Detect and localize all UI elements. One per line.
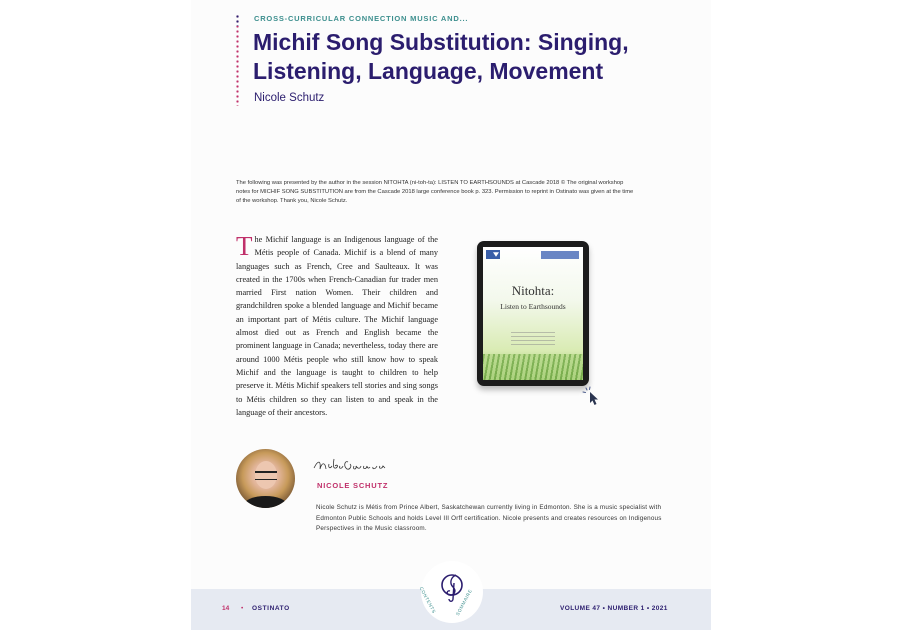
book-cover [483, 247, 583, 380]
cover-small-text [511, 332, 555, 346]
photo-shirt [244, 496, 287, 508]
article-body [236, 233, 438, 419]
article-body-text: he Michif language is an Indigenous language of the Métis people of Canada. Michif is a blend of many languages such as French, Cree and Saulteaux. It was created in the 1700s when French-Canadian fur trader men married First nation Women. Their children and grandchildren spoke a blended language and Michif became an important part of Métis culture. The Michif language almost died out as French and English became the prominent language in Canada; nevertheless, today there are around 1000 Métis people who still know how to speak Michif and the language is taught to children to help preserve it. Métis Michif speakers tell stories and sing songs to Métis children so they can listen to and speak in the language of their ancestors. [236, 235, 438, 417]
cover-banner [541, 251, 579, 259]
article-author: Nicole Schutz [254, 92, 325, 104]
accent-dotted-line-top [236, 14, 239, 26]
logo-flag [486, 250, 500, 259]
badge-label-contents: CONTENTS [418, 586, 437, 615]
photo-glasses [255, 471, 277, 480]
book-title: Nitohta: [511, 283, 555, 298]
book-tablet-image[interactable] [477, 241, 589, 386]
issue-info: VOLUME 47 • NUMBER 1 • 2021 [560, 605, 668, 612]
bio-name: NICOLE SCHUTZ [317, 481, 389, 490]
book-subtitle: Listen to Earthsounds [500, 302, 566, 311]
contents-badge[interactable] [418, 561, 483, 623]
cover-grass [483, 354, 583, 380]
article-title: Michif Song Substitution: Singing, Listening, Language, Movement [253, 29, 629, 84]
footer-separator: • [241, 605, 244, 612]
accent-dotted-line [236, 14, 239, 106]
drop-cap: T [236, 231, 253, 261]
pointer-cursor-icon [582, 386, 602, 406]
section-kicker: CROSS-CURRICULAR CONNECTION MUSIC AND... [254, 14, 469, 23]
page-number: 14 [222, 605, 230, 612]
treble-clef-icon [418, 561, 483, 623]
magazine-name: OSTINATO [252, 605, 290, 612]
signature [312, 456, 402, 474]
badge-label-sommaire: SOMMAIRE [455, 588, 474, 617]
bio-text: Nicole Schutz is Métis from Prince Albert, Saskatchewan currently living in Edmonton. She is a music specialist with Edmonton Public Schools and holds Level III Orff certification. Nicole presents and creates resources on Indigenous Perspectives in the Music classroom. [316, 504, 662, 532]
presentation-note: The following was presented by the author in the session NITOHTA (ni-toh-ta): LISTEN TO EARTHSOUNDS at Cascade 2018 © The original workshop notes for MICHIF SONG SUBSTITUTION are from the Cascade 2018 large conference book p. 323. Permission to reprint in Ostinato was given at the time of the workshop. Thank you, Nicole Schutz. [236, 180, 634, 204]
author-photo [236, 449, 295, 508]
